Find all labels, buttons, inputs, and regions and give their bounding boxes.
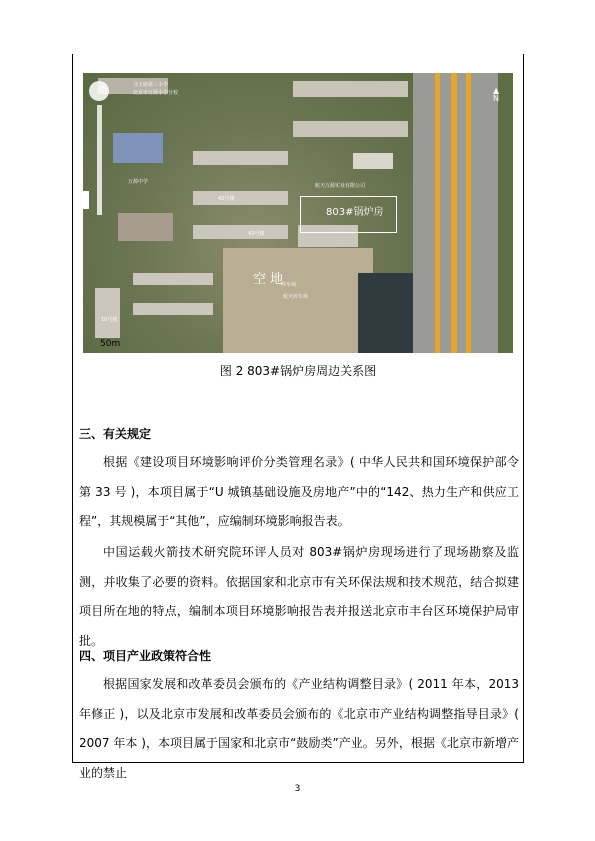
page-number: 3 <box>294 784 301 794</box>
scale-label: 50m <box>100 339 121 349</box>
label-empty-lot: 空 地 <box>253 272 284 287</box>
section3-heading: 三、有关规定 <box>79 427 152 441</box>
figure-caption: 图 2 803#锅炉房周边关系图 <box>219 364 377 378</box>
label-company: 航天万源实业有限公司 <box>315 183 366 189</box>
empty-lot-area <box>223 248 373 353</box>
label-parking: 停车场 <box>281 282 297 288</box>
section3-paragraph-2: 中国运载火箭技术研究院环评人员对 803#锅炉房现场进行了现场勘察及监测，并收集了必要的资料。依据国家和北京市有关环保法规和技术规范，结合拟建项目所在地的特点，编制本项目环境影响报告表并报送北京市丰台区环境保护局审批。 <box>79 545 519 648</box>
zoom-slider[interactable] <box>97 105 102 215</box>
label-school-1: 马王庙第三小学 <box>133 82 169 88</box>
label-school-3: 万源中学 <box>128 179 149 185</box>
label-building-43: 43号楼 <box>248 231 265 237</box>
label-building-10: 10号楼 <box>101 317 118 323</box>
satellite-map <box>83 73 513 353</box>
section4-heading: 四、项目产业政策符合性 <box>79 649 212 663</box>
zoom-control[interactable] <box>89 81 109 101</box>
compass-icon: ▲ N <box>493 86 500 103</box>
section3-paragraph-1: 根据《建设项目环境影响评价分类管理名录》( 中华人民共和国环境保护部令第 33 号 )，本项目属于“U 城镇基础设施及房地产”中的“142、热力生产和供应工程”，其规模属于“其他”，应编制环境影响报告表。 <box>79 455 519 528</box>
label-building-42: 42号楼 <box>218 196 235 202</box>
label-boiler-room: 803#锅炉房 <box>326 207 384 218</box>
label-school-2: 北京市万源小学分校 <box>133 90 179 96</box>
section4-paragraph-1: 根据国家发展和改革委员会颁布的《产业结构调整目录》( 2011 年本，2013 年修正 )，以及北京市发展和改革委员会颁布的《北京市产业结构调整指导目录》( 2007 年本 )，本项目属于国家和北京市“鼓励类”产业。另外，根据《北京市新增产业的禁止 <box>79 677 519 780</box>
label-parking-2: 航天停车场 <box>283 294 309 300</box>
